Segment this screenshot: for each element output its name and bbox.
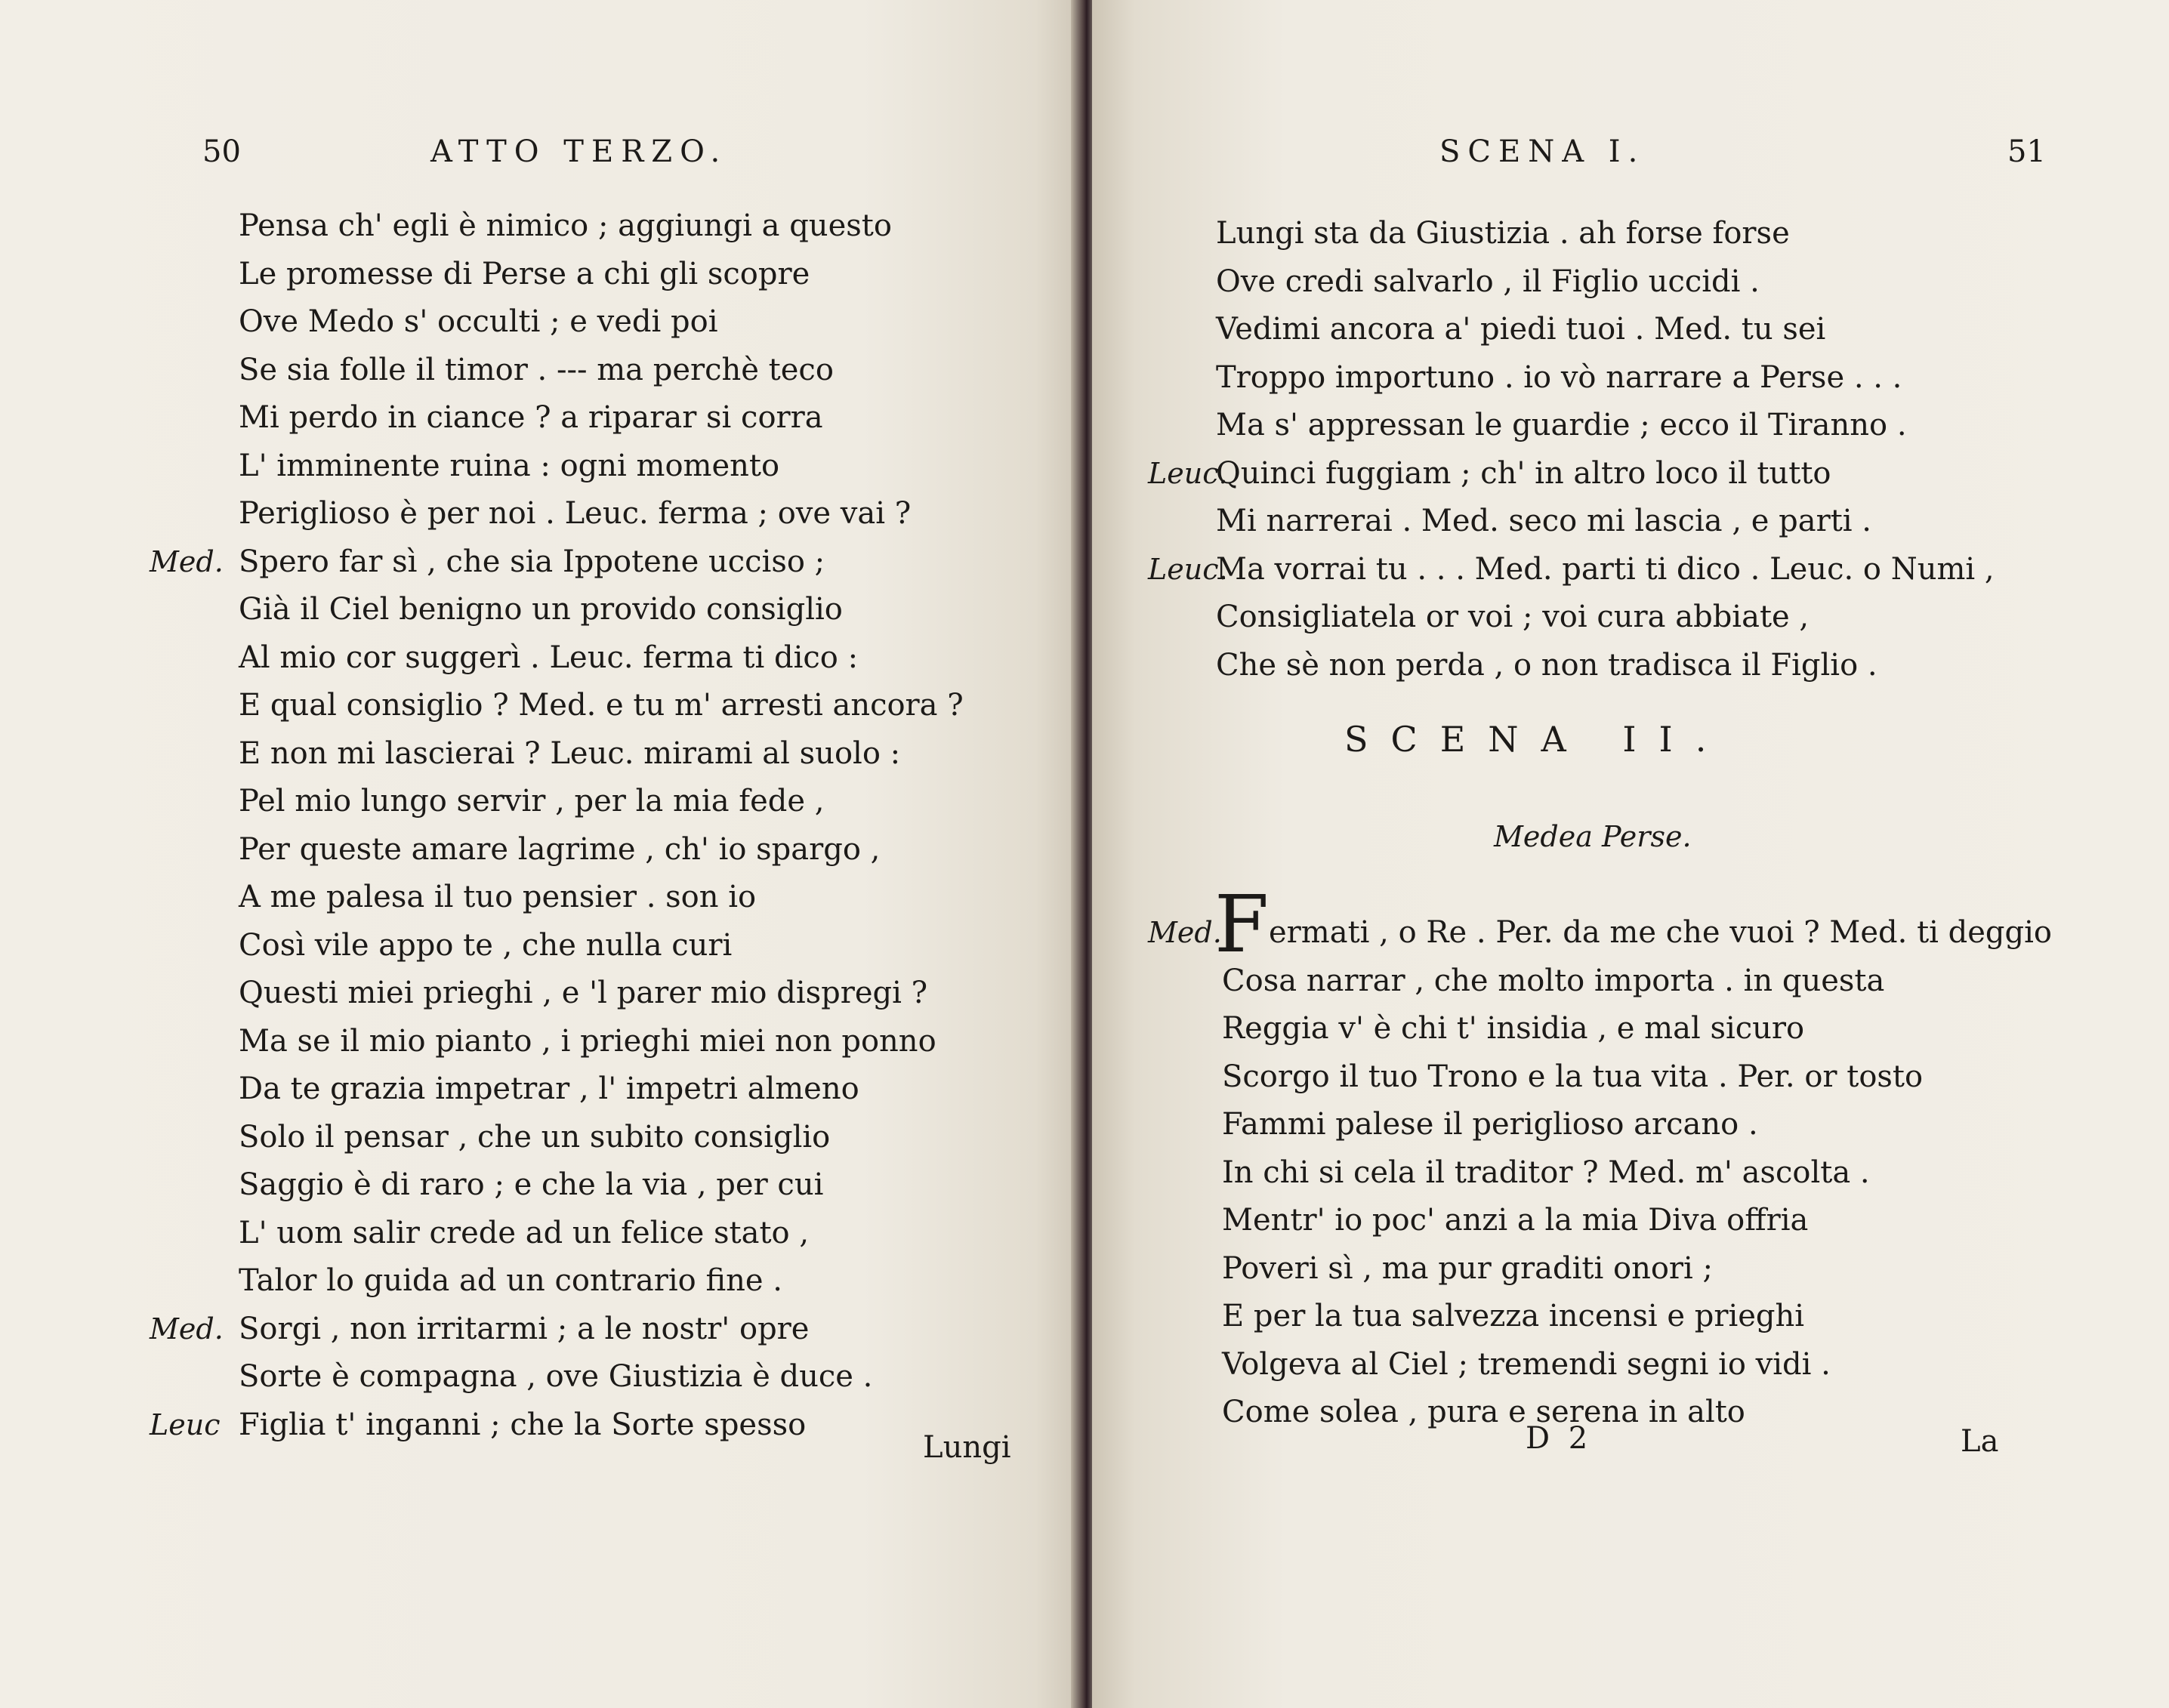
verse-text: L' uom salir crede ad un felice stato , [239, 1215, 810, 1250]
verse-text: L' imminente ruina : ogni momento [239, 448, 780, 483]
verse-line [1222, 1341, 2052, 1389]
scene-title: SCENA II. [1344, 719, 1729, 760]
verse-text: Al mio cor suggerì . Leuc. ferma ti dico : [239, 640, 859, 675]
verse-text: Ma vorrai tu . . . Med. parti ti dico . Leuc. o Numi , [1216, 551, 1995, 587]
verse-text: Mi narrerai . Med. seco mi lascia , e parti . [1216, 504, 1872, 538]
verse-text: Pel mio lungo servir , per la mia fede , [239, 784, 825, 819]
verse-line [239, 490, 964, 538]
verse-line [1216, 498, 1995, 546]
verse-lines [1148, 909, 2053, 1437]
verse-text: Mentr' io poc' anzi a la mia Diva offria [1222, 1203, 1809, 1238]
page-number: 51 [2007, 134, 2046, 169]
verse-line [239, 1257, 964, 1306]
verse-lines [150, 202, 964, 1449]
verse-text: Ma s' appressan le guardie ; ecco il Tiranno . [1216, 408, 1907, 442]
verse-line [239, 298, 964, 347]
verse-text: Così vile appo te , che nulla curi [239, 927, 733, 963]
verse-text: Vedimi ancora a' piedi tuoi . Med. tu sei [1216, 312, 1826, 347]
verse-line [1222, 1197, 2052, 1245]
verse-line [1148, 546, 1995, 594]
verse-line [1216, 354, 1995, 402]
verse-line [1216, 258, 1995, 307]
verse-line [239, 347, 964, 395]
verse-text: Quinci fuggiam ; ch' in altro loco il tutto [1216, 455, 1831, 491]
verse-line [239, 202, 964, 251]
verse-text: Se sia folle il timor . --- ma perchè teco [239, 352, 834, 387]
verse-text: Come solea , pura e serena in alto [1222, 1395, 1745, 1429]
verse-line [1216, 402, 1995, 450]
speaker-label: Med. [150, 1312, 224, 1346]
verse-text: Poveri sì , ma pur graditi onori ; [1222, 1250, 1714, 1286]
left-page [0, 0, 1078, 1708]
verse-text: Questi miei prieghi , e 'l parer mio dispregi ? [239, 976, 928, 1010]
verse-text: A me palesa il tuo pensier . son io [239, 880, 757, 914]
verse-line [239, 874, 964, 922]
catchword: Lungi [923, 1430, 1011, 1465]
verse-text: Reggia v' è chi t' insidia , e mal sicuro [1222, 1011, 1805, 1046]
verse-lines [1148, 210, 1995, 689]
verse-text: Saggio è di raro ; e che la via , per cui [239, 1167, 824, 1202]
verse-line [239, 682, 964, 730]
speaker-label: Leuc [150, 1407, 221, 1441]
verse-line [1222, 1149, 2052, 1198]
page-number: 50 [202, 134, 241, 169]
verse-text: Solo il pensar , che un subito consiglio [239, 1119, 831, 1155]
dramatis-personae: Medea Perse. [1494, 820, 1692, 853]
verse-text: Ove credi salvarlo , il Figlio uccidi . [1216, 264, 1760, 299]
verse-text: Che sè non perda , o non tradisca il Figlio . [1216, 647, 1877, 683]
verse-line [239, 1065, 964, 1114]
verse-text: Consigliatela or voi ; voi cura abbiate , [1216, 600, 1810, 634]
verse-line [1222, 1245, 2052, 1293]
verse-line [239, 586, 964, 634]
verse-text: Volgeva al Ciel ; tremendi segni io vidi . [1222, 1346, 1831, 1382]
verse-text: Da te grazia impetrar , l' impetri almeno [239, 1071, 859, 1106]
catchword: La [1961, 1424, 1999, 1459]
verse-line [239, 778, 964, 826]
verse-text: ermati , o Re . Per. da me che vuoi ? Med. ti deggio [1269, 915, 2053, 950]
verse-text: Ove Medo s' occulti ; e vedi poi [239, 304, 718, 339]
verse-line [1216, 642, 1995, 690]
verse-line [1222, 1053, 2052, 1102]
verse-line [239, 1210, 964, 1258]
verse-line [150, 538, 964, 587]
verse-line [1148, 450, 1995, 498]
verse-line [150, 1401, 964, 1450]
verse-text: Spero far sì , che sia Ippotene ucciso ; [239, 544, 825, 579]
verse-line [1222, 957, 2052, 1006]
right-page [1092, 0, 2169, 1708]
verse-text: Talor lo guida ad un contrario fine . [239, 1263, 782, 1298]
verse-text: Ma se il mio pianto , i prieghi miei non ponno [239, 1023, 936, 1059]
verse-line [239, 1161, 964, 1210]
verse-line [150, 1306, 964, 1354]
verse-text: E non mi lascierai ? Leuc. mirami al suolo : [239, 735, 901, 771]
verse-line [239, 922, 964, 970]
verse-text: Sorte è compagna , ove Giustizia è duce . [239, 1359, 873, 1394]
verse-line [239, 970, 964, 1018]
verse-line [239, 634, 964, 683]
verse-line [1222, 1005, 2052, 1053]
drop-cap: F [1214, 878, 1270, 970]
verse-line [1216, 210, 1995, 258]
verse-line [239, 730, 964, 778]
verse-line [1216, 306, 1995, 354]
verse-line [239, 442, 964, 491]
verse-line [1216, 593, 1995, 642]
verse-line [1222, 1101, 2052, 1149]
verse-line [1222, 1293, 2052, 1341]
speaker-label: Med. [150, 544, 224, 578]
speaker-label: Leuc. [1148, 456, 1228, 490]
verse-text: Pensa ch' egli è nimico ; aggiungi a questo [239, 208, 892, 243]
verse-text: Figlia t' inganni ; che la Sorte spesso [239, 1407, 807, 1442]
verse-text: Già il Ciel benigno un provido consiglio [239, 592, 843, 627]
verse-line [239, 1353, 964, 1401]
verse-text: E qual consiglio ? Med. e tu m' arresti ancora ? [239, 688, 964, 723]
verse-line [1148, 909, 2053, 957]
signature-mark: D 2 [1526, 1421, 1593, 1456]
verse-text: Scorgo il tuo Trono e la tua vita . Per. or tosto [1222, 1059, 1924, 1094]
verse-line [239, 826, 964, 874]
speaker-label: Med. [1148, 916, 1222, 949]
verse-text: Le promesse di Perse a chi gli scopre [239, 256, 810, 291]
verse-text: Troppo importuno . io vò narrare a Perse . . . [1216, 359, 1902, 395]
verse-text: Fammi palese il periglioso arcano . [1222, 1107, 1758, 1142]
verse-line [1222, 1389, 2052, 1437]
verse-text: Lungi sta da Giustizia . ah forse forse [1216, 216, 1790, 251]
verse-text: Periglioso è per noi . Leuc. ferma ; ove vai ? [239, 496, 912, 531]
verse-line [239, 1018, 964, 1066]
verse-line [239, 251, 964, 299]
running-head: ATTO TERZO. [430, 134, 728, 169]
verse-text: Sorgi , non irritarmi ; a le nostr' opre [239, 1311, 810, 1346]
running-head: SCENA I. [1439, 134, 1646, 169]
verse-text: Per queste amare lagrime , ch' io spargo , [239, 831, 881, 867]
verse-text: In chi si cela il traditor ? Med. m' ascolta . [1222, 1155, 1870, 1190]
verse-text: Mi perdo in ciance ? a riparar si corra [239, 400, 823, 435]
verse-text: Cosa narrar , che molto importa . in questa [1222, 963, 1885, 998]
verse-line [239, 394, 964, 442]
verse-line [239, 1114, 964, 1162]
verse-text: E per la tua salvezza incensi e prieghi [1222, 1299, 1805, 1333]
speaker-label: Leuc. [1148, 552, 1228, 586]
